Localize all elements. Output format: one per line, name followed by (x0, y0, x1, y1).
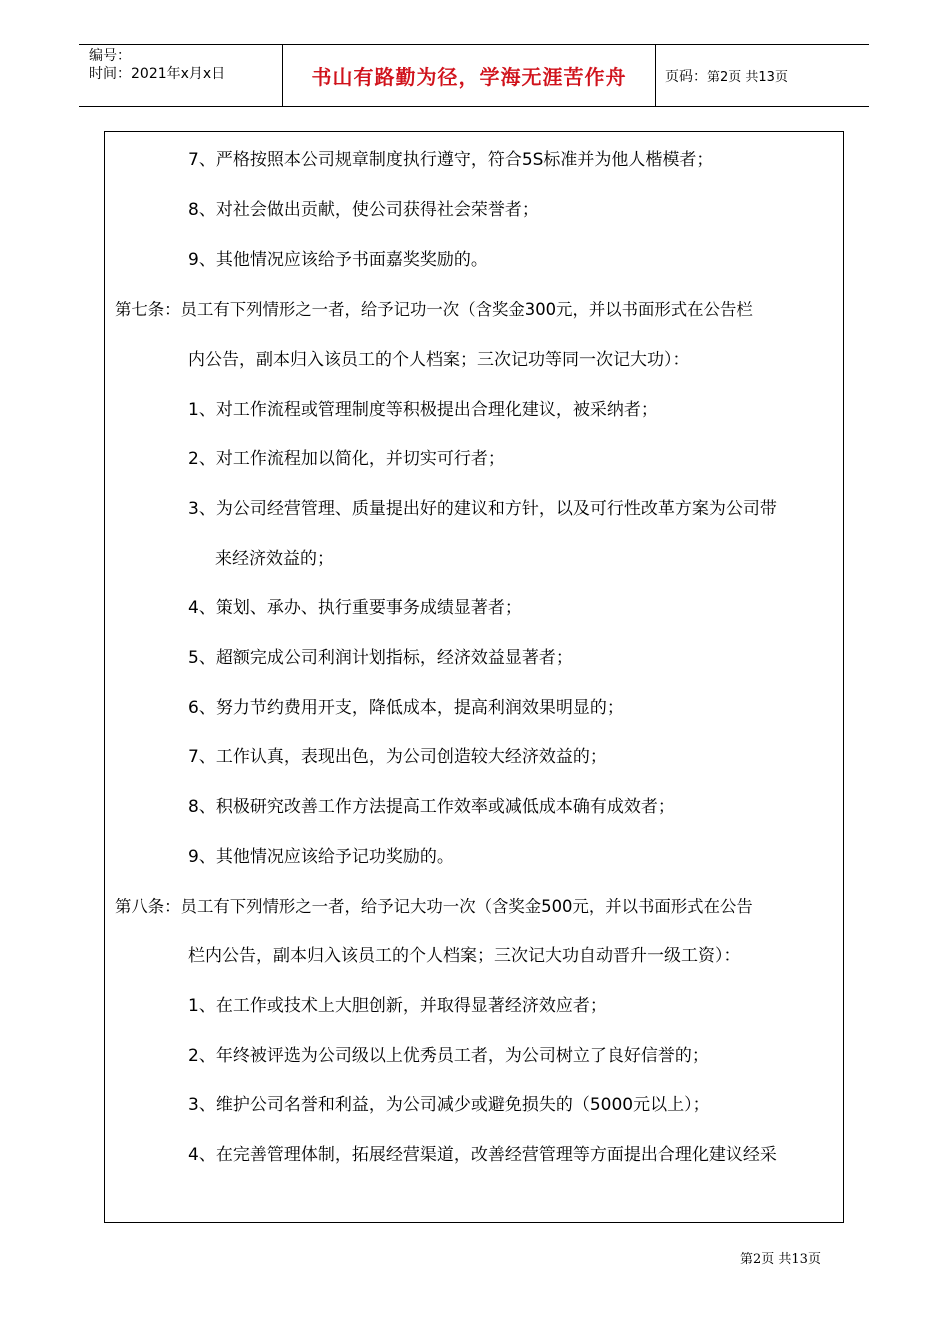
text-line: 3、为公司经营管理、质量提出好的建议和方针，以及可行性改革方案为公司带 (188, 499, 777, 519)
text-line: 4、在完善管理体制，拓展经营渠道，改善经营管理等方面提出合理化建议经采 (188, 1145, 777, 1165)
text-line: 2、对工作流程加以简化，并切实可行者； (188, 449, 505, 469)
time-row (89, 65, 225, 83)
text-line: 7、严格按照本公司规章制度执行遵守，符合5S标准并为他人楷模者； (188, 150, 714, 170)
header-info-cell (79, 45, 283, 106)
text-line: 栏内公告，副本归入该员工的个人档案；三次记大功自动晋升一级工资）： (188, 946, 741, 966)
time-label: 时间： (89, 66, 131, 82)
page-label: 页码： (665, 68, 707, 85)
article-heading: 第八条：员工有下列情形之一者，给予记大功一次（含奖金500元，并以书面形式在公告 (115, 897, 753, 916)
text-line: 9、其他情况应该给予书面嘉奖奖励的。 (188, 250, 488, 270)
page-footer: 第2页 共13页 (740, 1252, 821, 1267)
text-line: 1、对工作流程或管理制度等积极提出合理化建议，被采纳者； (188, 400, 658, 420)
text-line: 4、策划、承办、执行重要事务成绩显著者； (188, 598, 522, 618)
text-line: 内公告，副本归入该员工的个人档案；三次记功等同一次记大功）： (188, 350, 690, 370)
text-line: 9、其他情况应该给予记功奖励的。 (188, 847, 454, 867)
time-value: 2021年x月x日 (131, 66, 226, 82)
text-line: 7、工作认真，表现出色，为公司创造较大经济效益的； (188, 747, 607, 767)
text-line: 2、年终被评选为公司级以上优秀员工者，为公司树立了良好信誉的； (188, 1046, 709, 1066)
article-heading: 第七条：员工有下列情形之一者，给予记功一次（含奖金300元，并以书面形式在公告栏 (115, 300, 753, 319)
text-line: 8、积极研究改善工作方法提高工作效率或减低成本确有成效者； (188, 797, 675, 817)
page-header (79, 44, 869, 107)
header-page-cell (665, 45, 788, 106)
header-slogan: 书山有路勤为径，学海无涯苦作舟 (283, 45, 656, 106)
code-label: 编号： (89, 48, 131, 64)
text-line: 3、维护公司名誉和利益，为公司减少或避免损失的（5000元以上）； (188, 1095, 710, 1115)
text-line: 5、超额完成公司利润计划指标，经济效益显著者； (188, 648, 573, 668)
content-frame (104, 131, 844, 1223)
text-line: 8、对社会做出贡献，使公司获得社会荣誉者； (188, 200, 539, 220)
text-line: 1、在工作或技术上大胆创新，并取得显著经济效应者； (188, 996, 607, 1016)
page-of: 第2页 共13页 (707, 70, 788, 85)
text-line: 6、努力节约费用开支，降低成本，提高利润效果明显的； (188, 698, 624, 718)
text-line: 来经济效益的； (215, 549, 334, 569)
